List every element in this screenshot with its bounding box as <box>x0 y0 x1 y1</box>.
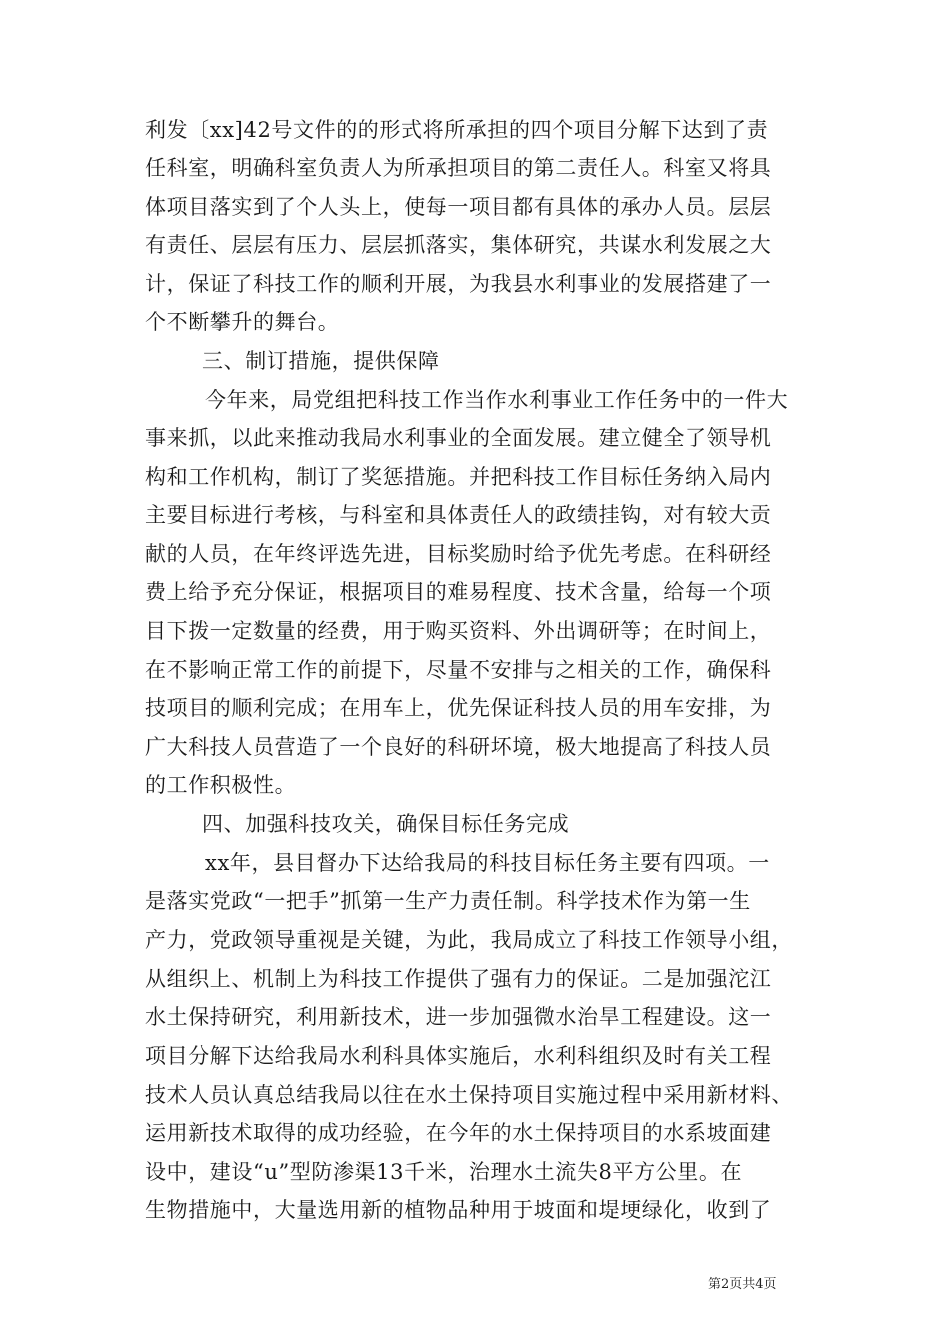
text-line: 技术人员认真总结我局以往在水土保持项目实施过程中采用新材料、 <box>145 1083 793 1107</box>
text-line: 的工作积极性。 <box>145 773 297 797</box>
text-line: 目下拨一定数量的经费，用于购买资料、外出调研等；在时间上， <box>145 619 772 643</box>
text-line: 有责任、层层有压力、层层抓落实，集体研究，共谋水利发展之大 <box>145 233 772 257</box>
text-line: 任科室，明确科室负责人为所承担项目的第二责任人。科室又将具 <box>145 156 772 180</box>
text-line: 产力，党政领导重视是关键，为此，我局成立了科技工作领导小组， <box>145 928 793 952</box>
text-line: 三、制订措施，提供保障 <box>202 349 440 373</box>
text-line: 事来抓，以此来推动我局水利事业的全面发展。建立健全了领导机 <box>145 426 772 450</box>
text-line: 项目分解下达给我局水利科具体实施后，水利科组织及时有关工程 <box>145 1044 772 1068</box>
text-line: 构和工作机构，制订了奖惩措施。并把科技工作目标任务纳入局内 <box>145 465 772 489</box>
text-line: 今年来，局党组把科技工作当作水利事业工作任务中的一件大 <box>205 388 789 412</box>
text-line: 广大科技人员营造了一个良好的科研坏境，极大地提高了科技人员 <box>145 735 772 759</box>
text-line: 在不影响正常工作的前提下，尽量不安排与之相关的工作，确保科 <box>145 658 772 682</box>
text-line: 主要目标进行考核，与科室和具体责任人的政绩挂钩，对有较大贡 <box>145 503 772 527</box>
text-line: 从组织上、机制上为科技工作提供了强有力的保证。二是加强沱江 <box>145 967 772 991</box>
text-line: 运用新技术取得的成功经验，在今年的水土保持项目的水系坡面建 <box>145 1121 772 1145</box>
text-line: 献的人员，在年终评选先进，目标奖励时给予优先考虑。在科研经 <box>145 542 772 566</box>
text-line: 是落实党政“一把手”抓第一生产力责任制。科学技术作为第一生 <box>145 889 751 913</box>
text-line: 利发〔xx]42号文件的的形式将所承担的四个项目分解下达到了责 <box>145 118 769 142</box>
page-number: 第2页共4页 <box>708 1277 777 1292</box>
text-line: 生物措施中，大量选用新的植物品种用于坡面和堤埂绿化，收到了 <box>145 1198 772 1222</box>
text-line: 技项目的顺利完成；在用车上，优先保证科技人员的用车安排，为 <box>145 696 772 720</box>
text-line: 个不断攀升的舞台。 <box>145 310 340 334</box>
text-line: 四、加强科技攻关，确保目标任务完成 <box>202 812 570 836</box>
text-line: 设中，建设“u”型防渗渠13千米，治理水土流失8平方公里。在 <box>145 1160 743 1184</box>
text-line: 费上给予充分保证，根据项目的难易程度、技术含量，给每一个项 <box>145 580 772 604</box>
text-line: xx年，县目督办下达给我局的科技目标任务主要有四项。一 <box>205 851 770 875</box>
text-line: 体项目落实到了个人头上，使每一项目都有具体的承办人员。层层 <box>145 195 772 219</box>
text-line: 水土保持研究，利用新技术，进一步加强微水治旱工程建设。这一 <box>145 1005 772 1029</box>
text-line: 计，保证了科技工作的顺利开展，为我县水利事业的发展搭建了一 <box>145 272 772 296</box>
